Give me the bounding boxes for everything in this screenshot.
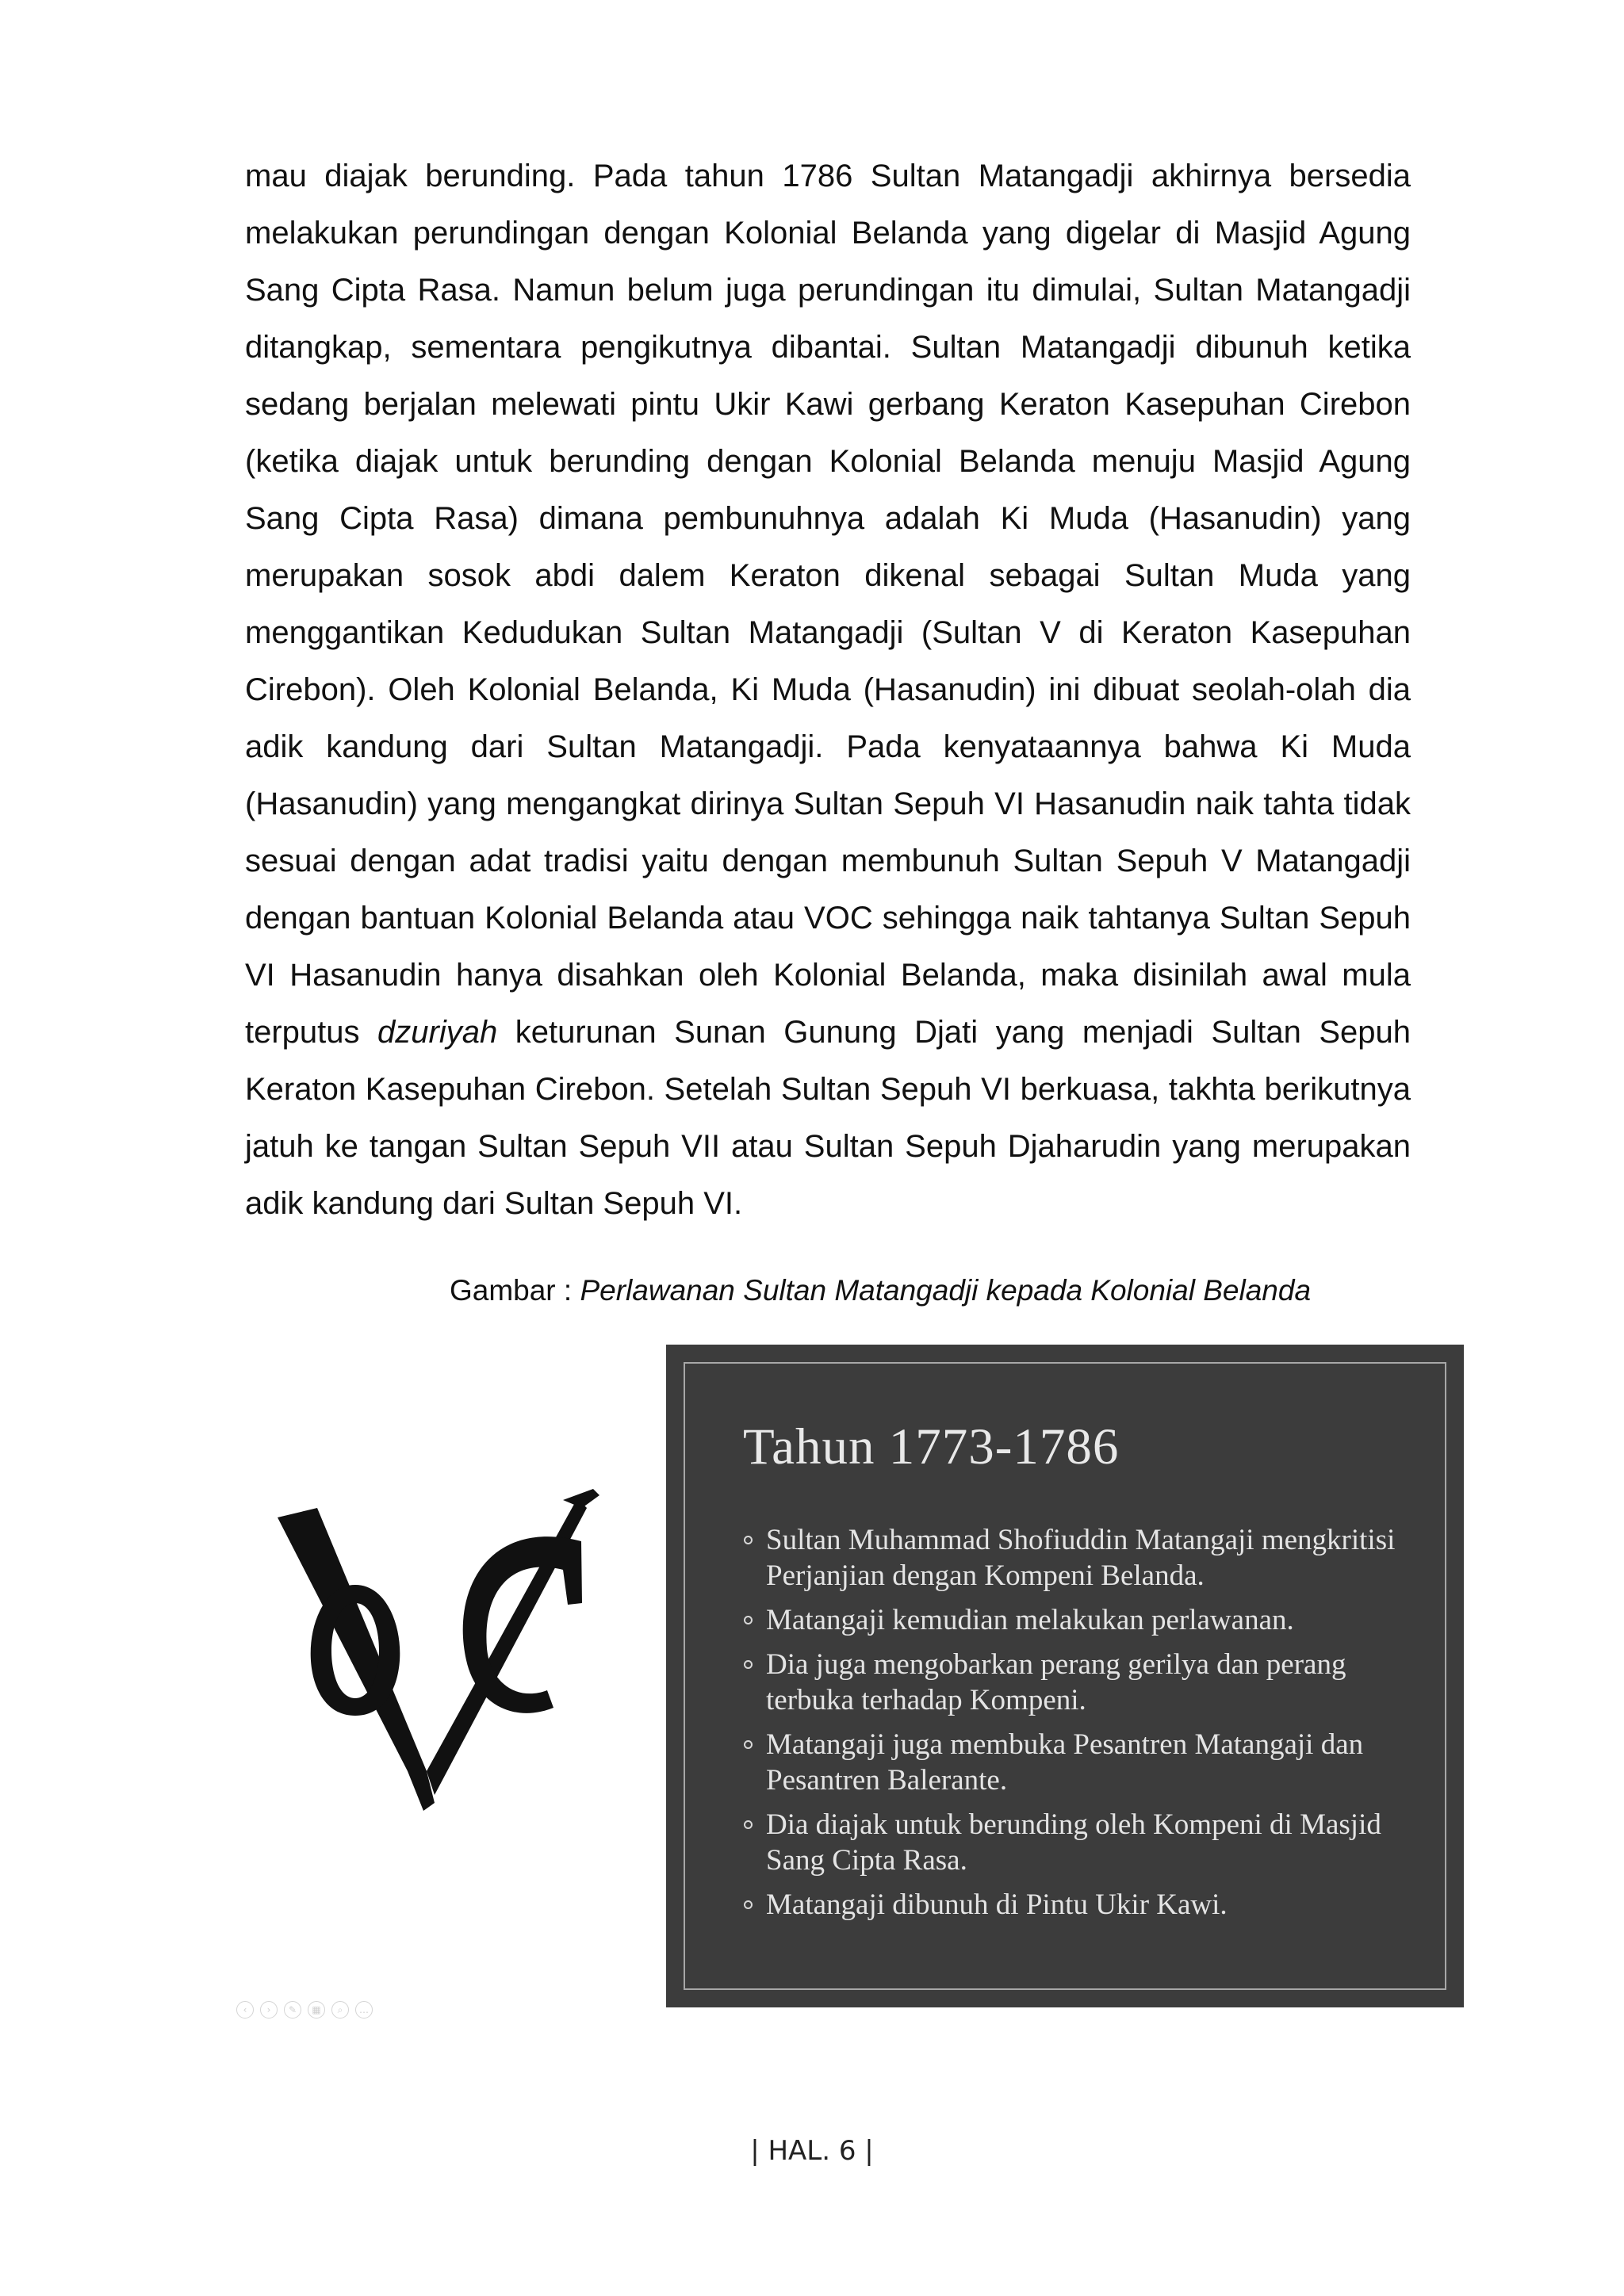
figure-caption [0, 1272, 1624, 1310]
caption-title: Perlawanan Sultan Matangadji kepada Kolonial Belanda [580, 1274, 1312, 1307]
paragraph-text-part-2: keturunan Sunan Gunung Djati yang menjadi Sultan Sepuh Keraton Kasepuhan Cirebon. Setelah Sultan Sepuh VI berkuasa, takhta berikutnya jatuh ke tangan Sultan Sepuh VII atau Sultan Sepuh Djaharudin yang merupakan adik kandung dari Sultan Sepuh VI. [245, 1015, 1411, 1221]
next-slide-icon[interactable]: › [260, 2001, 278, 2019]
slide-bullet: Matangaji dibunuh di Pintu Ukir Kawi. [744, 1887, 1418, 1923]
page-number: | HAL. 6 | [750, 2135, 874, 2167]
slide-title: Tahun 1773-1786 [743, 1418, 1120, 1475]
pen-icon[interactable]: ✎ [284, 2001, 301, 2019]
slide-toolbar [236, 2001, 373, 2019]
previous-slide-icon[interactable]: ‹ [236, 2001, 254, 2019]
caption-label: Gambar : [449, 1274, 573, 1307]
slides-grid-icon[interactable]: ▦ [308, 2001, 325, 2019]
zoom-icon[interactable]: ⌕ [331, 2001, 349, 2019]
slide-bullet: Dia juga mengobarkan perang gerilya dan perang terbuka terhadap Kompeni. [744, 1647, 1418, 1718]
slide-bullet-list [744, 1522, 1418, 1931]
slide-bullet: Sultan Muhammad Shofiuddin Matangaji mengkritisi Perjanjian dengan Kompeni Belanda. [744, 1522, 1418, 1594]
more-options-icon[interactable]: … [355, 2001, 373, 2019]
figure [236, 1345, 1473, 2015]
slide-bullet: Dia diajak untuk berunding oleh Kompeni di Masjid Sang Cipta Rasa. [744, 1807, 1418, 1878]
body-paragraph [245, 147, 1411, 1232]
presentation-slide [666, 1345, 1464, 2007]
slide-bullet: Matangaji kemudian melakukan perlawanan. [744, 1602, 1418, 1638]
slide-bullet: Matangaji juga membuka Pesantren Matangaji dan Pesantren Balerante. [744, 1727, 1418, 1798]
voc-logo [268, 1486, 601, 1850]
italic-term: dzuriyah [377, 1015, 498, 1050]
paragraph-text-part-1: mau diajak berunding. Pada tahun 1786 Sultan Matangadji akhirnya bersedia melakukan perundingan dengan Kolonial Belanda yang digelar di Masjid Agung Sang Cipta Rasa. Namun belum juga perundingan itu dimulai, Sultan Matangadji ditangkap, sementara pengikutnya dibantai. Sultan Matangadji dibunuh ketika sedang berjalan melewati pintu Ukir Kawi gerbang Keraton Kasepuhan Cirebon (ketika diajak untuk berunding dengan Kolonial Belanda menuju Masjid Agung Sang Cipta Rasa) dimana pembunuhnya adalah Ki Muda (Hasanudin) yang merupakan sosok abdi dalem Keraton dikenal sebagai Sultan Muda yang menggantikan Kedudukan Sultan Matangadji (Sultan V di Keraton Kasepuhan Cirebon). Oleh Kolonial Belanda, Ki Muda (Hasanudin) ini dibuat seolah-olah dia adik kandung dari Sultan Matangadji. Pada kenyataannya bahwa Ki Muda (Hasanudin) yang mengangkat dirinya Sultan Sepuh VI Hasanudin naik tahta tidak sesuai dengan adat tradisi yaitu dengan membunuh Sultan Sepuh V Matangadji dengan bantuan Kolonial Belanda atau VOC sehingga naik tahtanya Sultan Sepuh VI Hasanudin hanya disahkan oleh Kolonial Belanda, maka disinilah awal mula terputus [245, 159, 1411, 1050]
